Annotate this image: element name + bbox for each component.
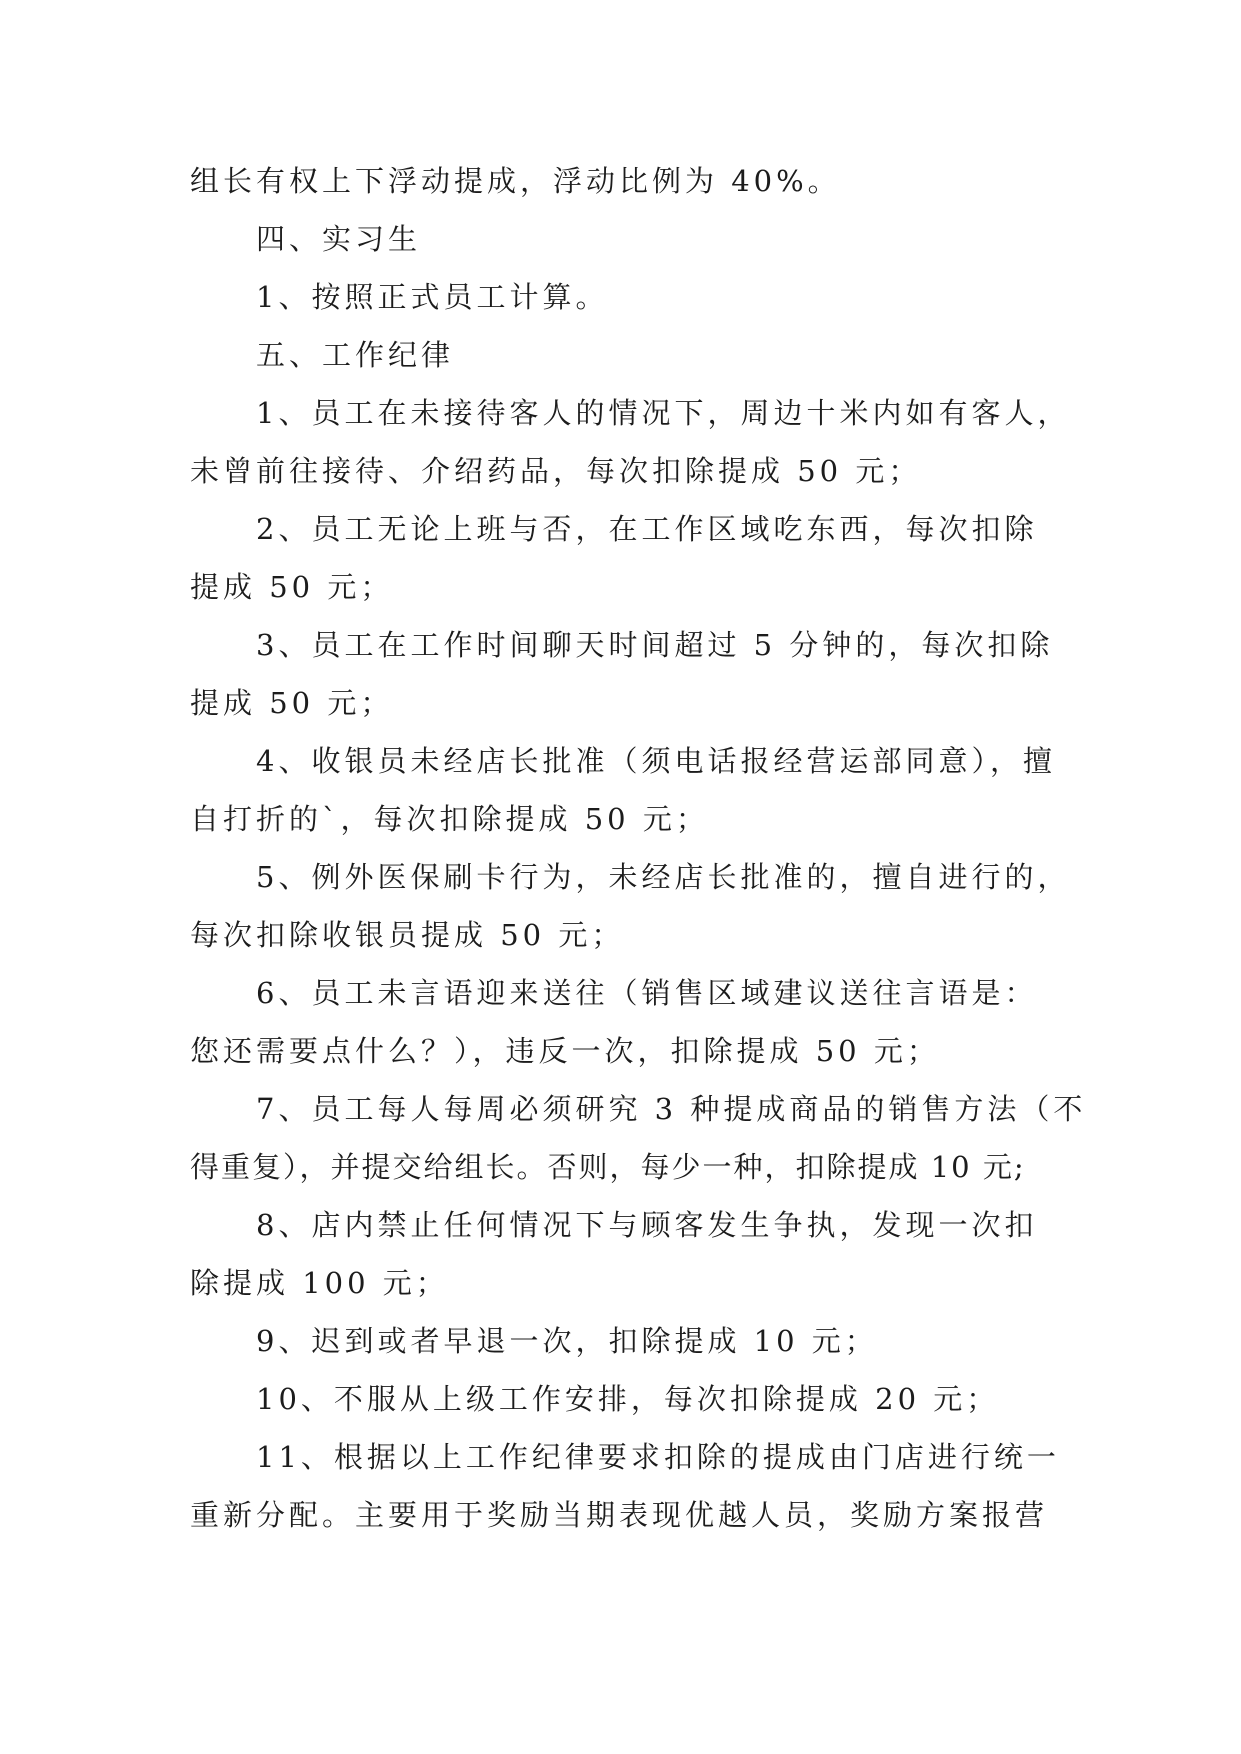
text-line: 5、例外医保刷卡行为，未经店长批准的，擅自进行的， (256, 860, 1071, 894)
text-line: 6、员工未言语迎来送往（销售区域建议送往言语是： (256, 976, 1038, 1010)
paragraph-rule-9 (190, 1312, 1052, 1370)
paragraph-rule-2 (190, 500, 1052, 616)
text-line: 每次扣除收银员提成 50 元； (190, 918, 625, 952)
text-line: 2、员工无论上班与否，在工作区域吃东西，每次扣除 (256, 512, 1038, 546)
text-line: 除提成 100 元； (190, 1266, 449, 1300)
text-line: 1、按照正式员工计算。 (256, 280, 609, 314)
paragraph-rule-5 (190, 848, 1071, 964)
document-body (190, 152, 1087, 1544)
text-line: 4、收银员未经店长批准（须电话报经营运部同意），擅 (256, 744, 1056, 778)
text-line: 未曾前往接待、介绍药品，每次扣除提成 50 元； (190, 454, 922, 488)
text-line: 组长有权上下浮动提成，浮动比例为 40%。 (190, 164, 841, 198)
text-line: 1、员工在未接待客人的情况下，周边十米内如有客人， (256, 396, 1071, 430)
text-line: 9、迟到或者早退一次，扣除提成 10 元； (256, 1324, 878, 1358)
text-line: 提成 50 元； (190, 570, 394, 604)
paragraph-rule-4 (190, 732, 1056, 848)
text-line: 得重复），并提交给组长。否则，每少一种，扣除提成 10 元; (190, 1150, 1026, 1184)
paragraph-rule-6 (190, 964, 1052, 1080)
paragraph-rule-11 (190, 1428, 1060, 1544)
paragraph-rule-10 (190, 1370, 1052, 1428)
text-line: 四、实习生 (256, 222, 422, 256)
section-heading-discipline (190, 326, 1052, 384)
paragraph-rule-7 (190, 1080, 1087, 1196)
text-line: 7、员工每人每周必须研究 3 种提成商品的销售方法（不 (256, 1092, 1087, 1126)
paragraph-rule-1 (190, 384, 1071, 500)
text-line: 10、不服从上级工作安排，每次扣除提成 20 元； (256, 1382, 1000, 1416)
section-heading-intern (190, 210, 1052, 268)
paragraph-rule-8 (190, 1196, 1052, 1312)
text-line: 重新分配。主要用于奖励当期表现优越人员，奖励方案报营 (190, 1498, 1049, 1532)
text-line: 您还需要点什么？），违反一次，扣除提成 50 元； (190, 1034, 940, 1068)
text-line: 五、工作纪律 (256, 338, 455, 372)
text-line: 8、店内禁止任何情况下与顾客发生争执，发现一次扣 (256, 1208, 1038, 1242)
text-line: 自打折的`，每次扣除提成 50 元； (190, 802, 709, 836)
paragraph-commission-float (190, 152, 1052, 210)
text-line: 11、根据以上工作纪律要求扣除的提成由门店进行统一 (256, 1440, 1060, 1474)
text-line: 3、员工在工作时间聊天时间超过 5 分钟的，每次扣除 (256, 628, 1054, 662)
paragraph-intern-rule (190, 268, 1052, 326)
paragraph-rule-3 (190, 616, 1052, 732)
text-line: 提成 50 元； (190, 686, 394, 720)
